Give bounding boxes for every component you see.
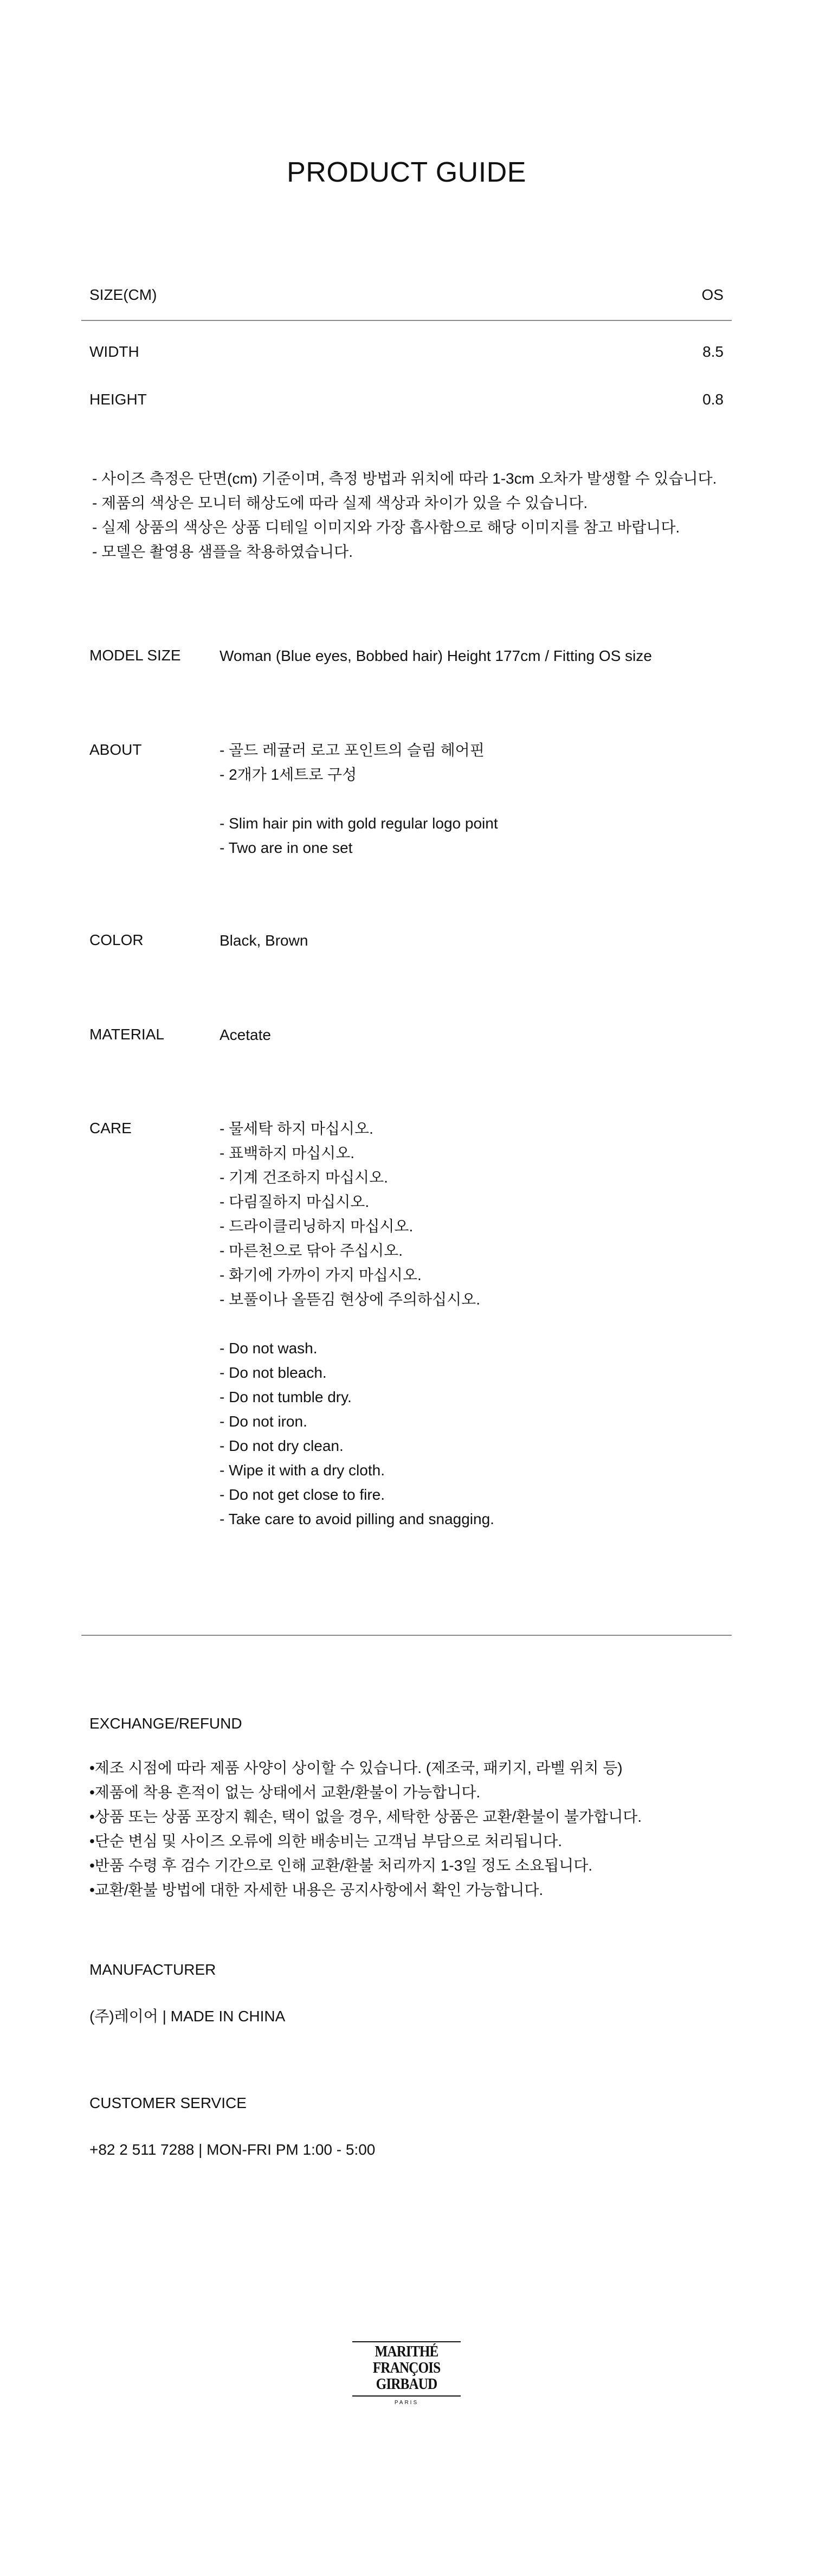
size-table-header — [89, 283, 724, 307]
size-row-value: 8.5 — [702, 343, 724, 360]
about-value — [220, 738, 498, 860]
care-value — [220, 1116, 494, 1531]
exchange-line: •제품에 착용 흔적이 없는 상태에서 교환/환불이 가능합니다. — [89, 1784, 481, 1801]
exchange-line: •교환/환불 방법에 대한 자세한 내용은 공지사항에서 확인 가능합니다. — [89, 1881, 544, 1898]
note-line: - 실제 상품의 색상은 상품 디테일 이미지와 가장 흡사함으로 해당 이미지를 참고 바랍니다. — [92, 519, 680, 536]
customer-service-value: +82 2 511 7288 | MON-FRI PM 1:00 - 5:00 — [89, 2141, 376, 2158]
color-label: COLOR — [89, 932, 144, 948]
exchange-line: •제조 시점에 따라 제품 사양이 상이할 수 있습니다. (제조국, 패키지, 라벨 위치 등) — [89, 1759, 623, 1776]
exchange-line: •상품 또는 상품 포장지 훼손, 택이 없을 경우, 세탁한 상품은 교환/환불이 불가합니다. — [89, 1808, 642, 1825]
care-line: - 화기에 가까이 가지 마십시오. — [220, 1267, 422, 1283]
logo-line: FRANÇOIS — [372, 2360, 441, 2376]
care-line: - 드라이클리닝하지 마십시오. — [220, 1218, 414, 1235]
manufacturer-value: (주)레이어 | MADE IN CHINA — [89, 2008, 286, 2025]
care-line: - 마른천으로 닦아 주십시오. — [220, 1242, 403, 1259]
care-line: - 다림질하지 마십시오. — [220, 1193, 370, 1210]
size-header-label: SIZE(CM) — [89, 286, 157, 303]
care-line: - Do not iron. — [220, 1413, 307, 1430]
size-header-value: OS — [701, 286, 724, 303]
color-value: Black, Brown — [220, 932, 308, 949]
note-line: - 사이즈 측정은 단면(cm) 기준이며, 측정 방법과 위치에 따라 1-3cm 오차가 발생할 수 있습니다. — [92, 470, 717, 487]
care-line: - 보풀이나 올뜯김 현상에 주의하십시오. — [220, 1291, 480, 1308]
logo-line: MARITHÉ — [375, 2343, 438, 2360]
care-line: - 표백하지 마십시오. — [220, 1145, 355, 1161]
exchange-line: •단순 변심 및 사이즈 오류에 의한 배송비는 고객님 부담으로 처리됩니다. — [89, 1833, 562, 1849]
care-line: - Wipe it with a dry cloth. — [220, 1462, 385, 1479]
customer-service-heading: CUSTOMER SERVICE — [89, 2095, 247, 2111]
about-line: - Slim hair pin with gold regular logo point — [220, 815, 498, 832]
brand-logo — [352, 2341, 461, 2416]
note-line: - 제품의 색상은 모니터 해상도에 따라 실제 색상과 차이가 있을 수 있습니다. — [92, 494, 588, 511]
exchange-line: •반품 수령 후 검수 기간으로 인해 교환/환불 처리까지 1-3일 정도 소요됩니다. — [89, 1857, 593, 1874]
size-table-divider — [81, 320, 732, 321]
exchange-refund-heading: EXCHANGE/REFUND — [89, 1715, 242, 1732]
size-notes — [92, 466, 717, 564]
about-line: - 골드 레귤러 로고 포인트의 슬림 헤어핀 — [220, 742, 485, 759]
size-row-label: HEIGHT — [89, 391, 147, 408]
logo-line: GIRBAUD — [376, 2376, 437, 2393]
about-label: ABOUT — [89, 741, 142, 758]
model-size-label: MODEL SIZE — [89, 647, 181, 664]
material-label: MATERIAL — [89, 1026, 164, 1043]
exchange-refund-list — [89, 1756, 642, 1902]
care-line: - Do not get close to fire. — [220, 1486, 385, 1503]
care-line: - 기계 건조하지 마십시오. — [220, 1169, 388, 1186]
about-line: - Two are in one set — [220, 839, 353, 856]
care-line: - Do not tumble dry. — [220, 1389, 352, 1405]
care-line: - 물세탁 하지 마십시오. — [220, 1120, 373, 1137]
logo-sub: PARIS — [394, 2400, 419, 2406]
size-row-label: WIDTH — [89, 343, 139, 360]
page-title: PRODUCT GUIDE — [287, 157, 526, 188]
model-size-value: Woman (Blue eyes, Bobbed hair) Height 177cm / Fitting OS size — [220, 647, 652, 664]
section-divider — [81, 1635, 732, 1636]
material-value: Acetate — [220, 1026, 271, 1043]
care-line: - Take care to avoid pilling and snagging. — [220, 1511, 494, 1527]
about-line: - 2개가 1세트로 구성 — [220, 766, 357, 783]
care-label: CARE — [89, 1120, 132, 1136]
size-row-value: 0.8 — [702, 391, 724, 408]
care-line: - Do not dry clean. — [220, 1437, 344, 1454]
size-row-width — [89, 340, 724, 364]
note-line: - 모델은 촬영용 샘플을 착용하였습니다. — [92, 543, 353, 560]
care-line: - Do not wash. — [220, 1340, 318, 1357]
care-line: - Do not bleach. — [220, 1364, 327, 1381]
size-row-height — [89, 388, 724, 412]
manufacturer-heading: MANUFACTURER — [89, 1961, 216, 1978]
